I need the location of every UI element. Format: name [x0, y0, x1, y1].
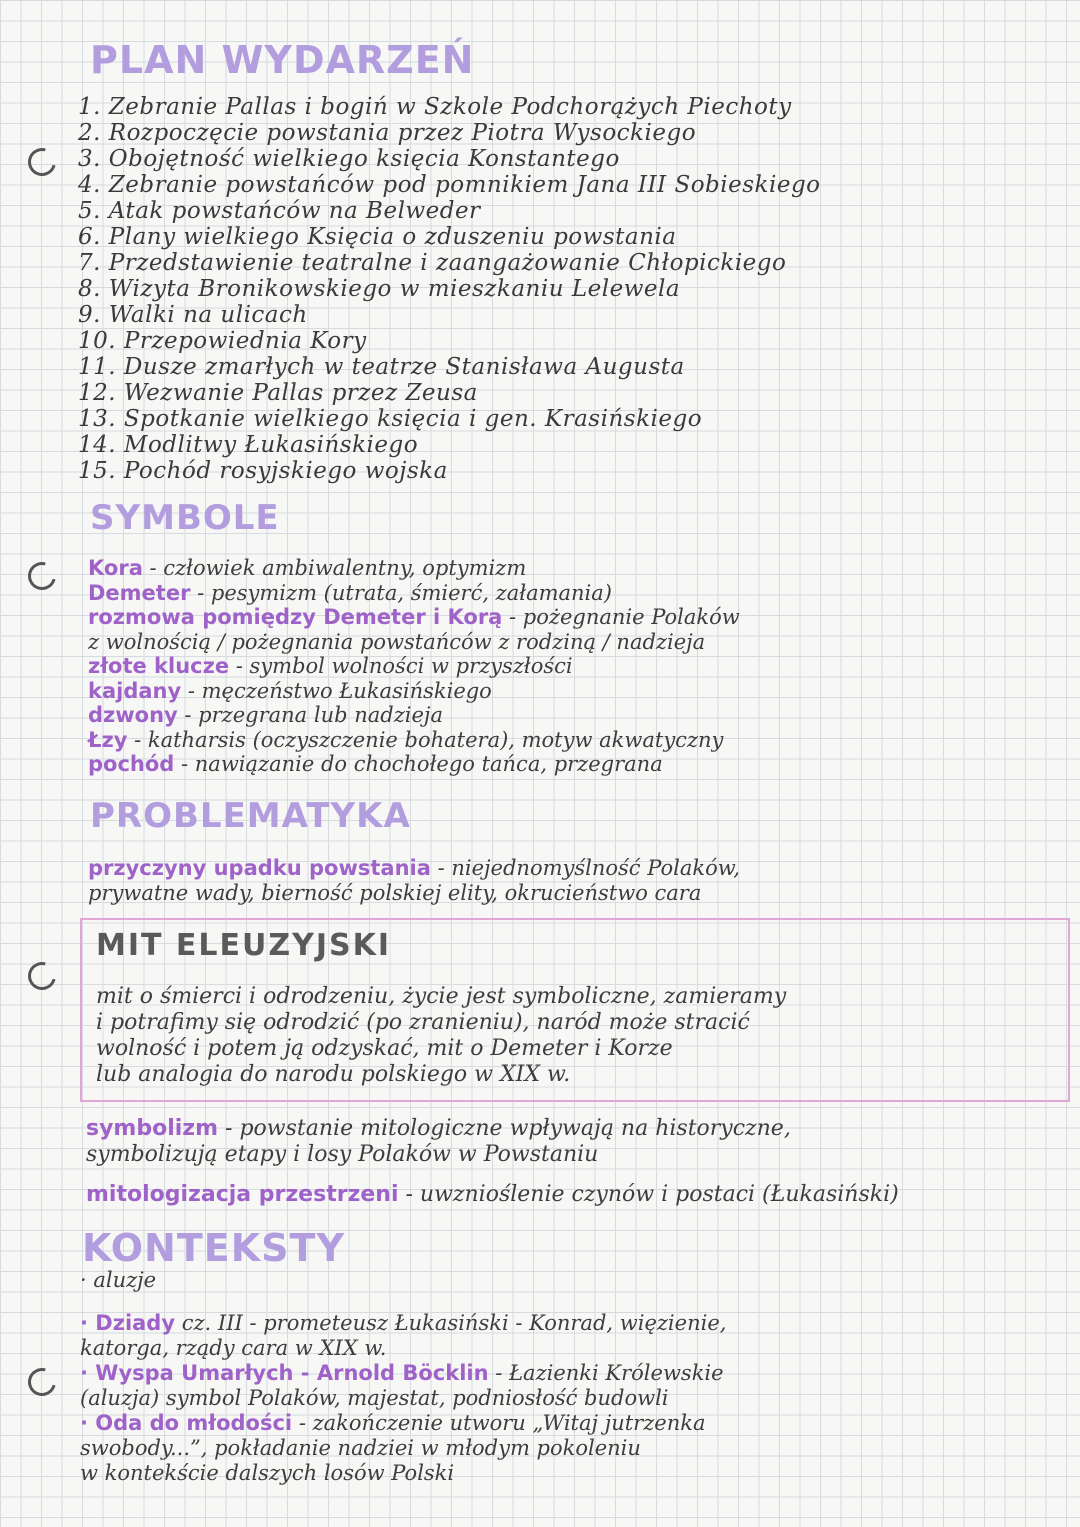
plan-item: 6. Plany wielkiego Księcia o zduszeniu powstania	[78, 224, 677, 250]
plan-list	[78, 94, 1068, 484]
symbol-term: pochód	[88, 752, 175, 776]
section-heading-konteksty: KONTEKSTY	[82, 1226, 345, 1270]
context-line	[80, 1311, 1070, 1336]
symbol-desc: z wolnością / pożegnania powstańców z rodziną / nadzieja	[88, 629, 706, 654]
symbol-term: Łzy	[88, 727, 128, 752]
symbol-desc: - symbol wolności w przyszłości	[229, 654, 573, 678]
context-line	[80, 1268, 1070, 1293]
symbol-desc: - przegrana lub nadzieja	[177, 703, 443, 727]
symbol-line	[88, 581, 1048, 606]
symbol-term: kajdany	[88, 678, 182, 703]
context-line	[80, 1386, 1070, 1411]
context-desc: - zakończenie utworu „Witaj jutrzenka	[292, 1411, 706, 1435]
symbolism-line	[86, 1116, 1066, 1142]
symbol-term: dzwony	[88, 703, 178, 727]
context-line	[80, 1336, 1070, 1361]
problem-desc: - niejednomyślność Polaków,	[430, 856, 740, 880]
symbol-desc: - katharsis (oczyszczenie bohatera), motyw akwatyczny	[127, 727, 724, 752]
page-title: PLAN WYDARZEŃ	[90, 38, 475, 82]
plan-item: 4. Zebranie powstańców pod pomnikiem Jana III Sobieskiego	[78, 172, 821, 198]
context-desc: cz. III - prometeusz Łukasiński - Konrad, więzienie,	[175, 1311, 727, 1335]
plan-item: 7. Przedstawienie teatralne i zaangażowanie Chłopickiego	[78, 250, 787, 276]
symbol-line	[88, 654, 1048, 679]
context-desc: w kontekście dalszych losów Polski	[80, 1461, 455, 1485]
binder-hole-icon	[23, 557, 61, 595]
symbol-line	[88, 728, 1048, 753]
problem-line	[88, 856, 1038, 881]
binder-hole-icon	[23, 957, 61, 995]
symbol-desc: - pożegnanie Polaków	[502, 605, 740, 629]
symbolism-desc: - powstanie mitologiczne wpływają na historyczne,	[218, 1116, 791, 1141]
symbolism-desc: symbolizują etapy i losy Polaków w Powstaniu	[86, 1142, 599, 1167]
mit-line: mit o śmierci i odrodzeniu, życie jest symboliczne, zamieramy	[96, 984, 787, 1009]
context-list	[80, 1268, 1070, 1486]
mit-title: MIT ELEUZYJSKI	[96, 928, 392, 963]
context-line	[80, 1411, 1070, 1436]
symbolism-term: symbolizm	[86, 1116, 219, 1141]
symbol-line	[88, 703, 1048, 728]
symbol-desc: - męczeństwo Łukasińskiego	[181, 678, 492, 703]
symbol-line	[88, 556, 1048, 581]
plan-item: 3. Obojętność wielkiego księcia Konstantego	[78, 146, 620, 172]
problem-term: przyczyny upadku powstania	[88, 856, 431, 880]
plan-item: 15. Pochód rosyjskiego wojska	[78, 458, 448, 484]
context-desc: - Łazienki Królewskie	[488, 1361, 724, 1385]
symbolism-term: mitologizacja przestrzeni	[86, 1182, 399, 1207]
symbol-term: rozmowa pomiędzy Demeter i Korą	[88, 605, 503, 629]
plan-item: 10. Przepowiednia Kory	[78, 328, 367, 354]
problem-list	[88, 856, 1038, 905]
context-line	[80, 1361, 1070, 1386]
context-desc: (aluzja) symbol Polaków, majestat, podniosłość budowli	[80, 1386, 669, 1410]
symbol-term: złote klucze	[88, 654, 230, 678]
context-desc: katorga, rządy cara w XIX w.	[80, 1336, 387, 1360]
plan-item: 9. Walki na ulicach	[78, 302, 308, 328]
context-term: · Dziady	[80, 1311, 176, 1335]
context-term: · Wyspa Umarłych - Arnold Böcklin	[80, 1361, 489, 1385]
section-heading-symbole: SYMBOLE	[90, 498, 280, 538]
symbol-line	[88, 630, 1048, 655]
symbolism-desc: - uwznioślenie czynów i postaci (Łukasiński)	[398, 1182, 899, 1207]
binder-hole-icon	[23, 143, 61, 181]
plan-item: 14. Modlitwy Łukasińskiego	[78, 432, 419, 458]
symbol-term: Demeter	[88, 580, 191, 605]
symbol-desc: - nawiązanie do chochołego tańca, przegrana	[174, 752, 663, 776]
problem-line	[88, 881, 1038, 906]
plan-item: 12. Wezwanie Pallas przez Zeusa	[78, 380, 478, 406]
symbol-term: Kora	[88, 556, 143, 580]
mit-text	[96, 984, 1061, 1088]
mit-eleuzyjski-box	[80, 918, 1070, 1102]
symbol-line	[88, 679, 1048, 704]
mit-line: lub analogia do narodu polskiego w XIX w.	[96, 1062, 571, 1087]
symbolism-line	[86, 1142, 1066, 1168]
plan-item: 8. Wizyta Bronikowskiego w mieszkaniu Lelewela	[78, 276, 681, 302]
symbolism-line	[86, 1182, 1066, 1208]
plan-item: 13. Spotkanie wielkiego księcia i gen. Krasińskiego	[78, 406, 703, 432]
symbol-desc: - pesymizm (utrata, śmierć, załamania)	[190, 580, 612, 605]
section-heading-problematyka: PROBLEMATYKA	[90, 796, 411, 836]
mit-line: wolność i potem ją odzyskać, mit o Demeter i Korze	[96, 1036, 673, 1061]
symbols-list	[88, 556, 1048, 777]
context-desc: · aluzje	[80, 1268, 157, 1292]
symbolism-list	[86, 1116, 1066, 1208]
plan-item: 2. Rozpoczęcie powstania przez Piotra Wysockiego	[78, 120, 697, 146]
context-desc: swobody...”, pokładanie nadziei w młodym pokoleniu	[80, 1436, 641, 1460]
problem-desc: prywatne wady, bierność polskiej elity, okrucieństwo cara	[88, 880, 702, 905]
symbol-line	[88, 605, 1048, 630]
symbol-desc: - człowiek ambiwalentny, optymizm	[142, 556, 527, 580]
context-line	[80, 1436, 1070, 1461]
plan-item: 1. Zebranie Pallas i bogiń w Szkole Podchorążych Piechoty	[78, 94, 792, 120]
mit-line: i potrafimy się odrodzić (po zranieniu), naród może stracić	[96, 1010, 750, 1035]
plan-item: 5. Atak powstańców na Belweder	[78, 198, 481, 224]
plan-item: 11. Dusze zmarłych w teatrze Stanisława Augusta	[78, 354, 685, 380]
binder-hole-icon	[23, 1363, 61, 1401]
context-term: · Oda do młodości	[80, 1411, 293, 1435]
context-line	[80, 1461, 1070, 1486]
symbol-line	[88, 752, 1048, 777]
